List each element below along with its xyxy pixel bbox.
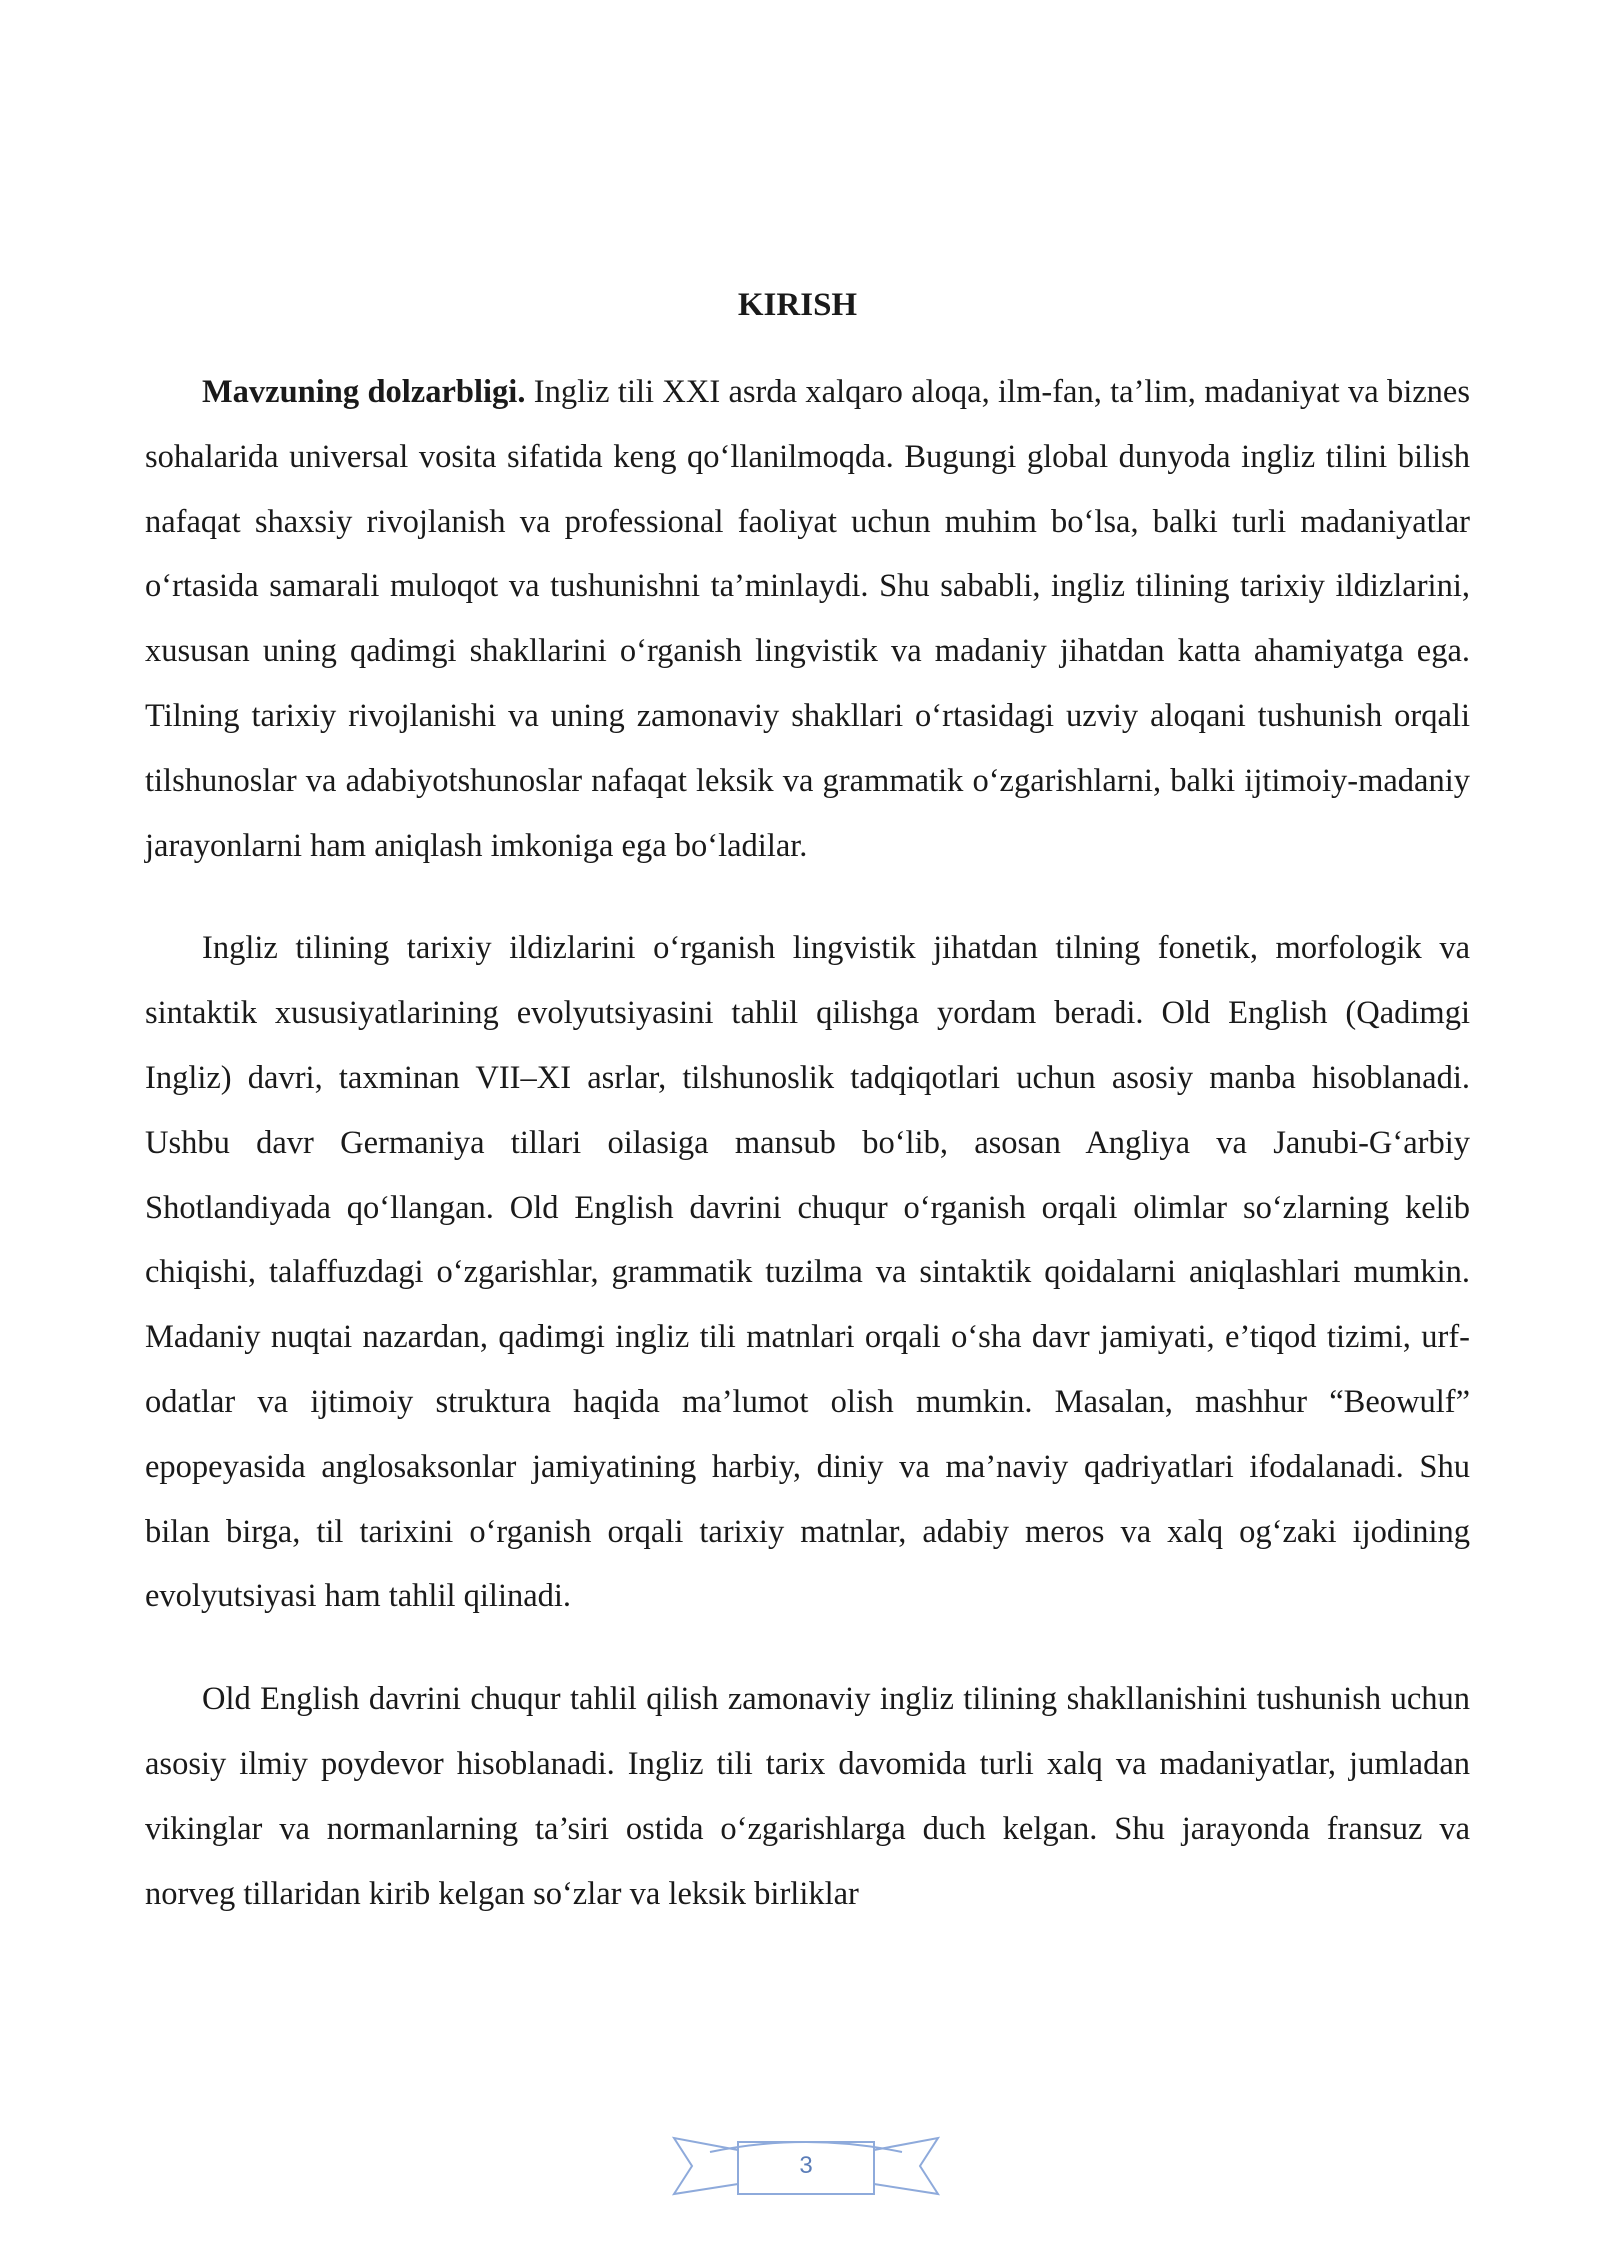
paragraph-lead: Mavzuning dolzarbligi. — [202, 374, 526, 410]
paragraph-text: Ingliz tilining tarixiy ildizlarini o‘rganish lingvistik jihatdan tilning fonetik, morfologik va sintaktik xususiyatlarining evolyutsiyasini tahlil qilishga yordam beradi. Old English (Qadimgi Ingliz) davri, taxminan VII–XI asrlar, tilshunoslik tadqiqotlari uchun asosiy manba hisoblanadi. Ushbu davr Germaniya tillari oilasiga mansub bo‘lib, asosan Angliya va Janubi-G‘arbiy Shotlandiyada qo‘llangan. Old English davrini chuqur o‘rganish orqali olimlar so‘zlarning kelib chiqishi, talaffuzdagi o‘zgarishlar, grammatik tuzilma va sintaktik qoidalarni aniqlashlari mumkin. Madaniy nuqtai nazardan, qadimgi ingliz tili matnlari orqali o‘sha davr jamiyati, e’tiqod tizimi, urf-odatlar va ijtimoiy struktura haqida ma’lumot olish mumkin. Masalan, mashhur “Beowulf” epopeyasida anglosaksonlar jamiyatining harbiy, diniy va ma’naviy qadriyatlari ifodalanadi. Shu bilan birga, til tarixini o‘rganish orqali tarixiy matnlar, adabiy meros va xalq og‘zaki ijodining evolyutsiyasi ham tahlil qilinadi. — [145, 930, 1470, 1615]
paragraph-text: Old English davrini chuqur tahlil qilish zamonaviy ingliz tilining shakllanishini tushunish uchun asosiy ilmiy poydevor hisoblanadi. Ingliz tili tarix davomida turli xalq va madaniyatlar, jumladan vikinglar va normanlarning ta’siri ostida o‘zgarishlarga duch kelgan. Shu jarayonda fransuz va norveg tillaridan kirib kelgan so‘zlar va leksik birliklar — [145, 1681, 1470, 1912]
paragraph-old-english — [145, 1667, 1470, 1926]
paragraph-historical-roots — [145, 916, 1470, 1629]
page-number: 3 — [799, 2152, 813, 2179]
document-page — [145, 270, 1470, 1964]
paragraph-text: Ingliz tili XXI asrda xalqaro aloqa, ilm-fan, ta’lim, madaniyat va biznes sohalarida universal vosita sifatida keng qo‘llanilmoqda. Bugungi global dunyoda ingliz tilini bilish nafaqat shaxsiy rivojlanish va professional faoliyat uchun muhim bo‘lsa, balki turli madaniyatlar o‘rtasida samarali muloqot va tushunishni ta’minlaydi. Shu sababli, ingliz tilining tarixiy ildizlarini, xususan uning qadimgi shakllarini o‘rganish lingvistik va madaniy jihatdan katta ahamiyatga ega. Tilning tarixiy rivojlanishi va uning zamonaviy shakllari o‘rtasidagi uzviy aloqani tushunish orqali tilshunoslar va adabiyotshunoslar nafaqat leksik va grammatik o‘zgarishlarni, balki ijtimoiy-madaniy jarayonlarni ham aniqlash imkoniga ega bo‘ladilar. — [145, 374, 1470, 864]
section-heading: KIRISH — [737, 287, 858, 323]
page-footer — [670, 2128, 942, 2204]
paragraph-relevance — [145, 360, 1470, 878]
